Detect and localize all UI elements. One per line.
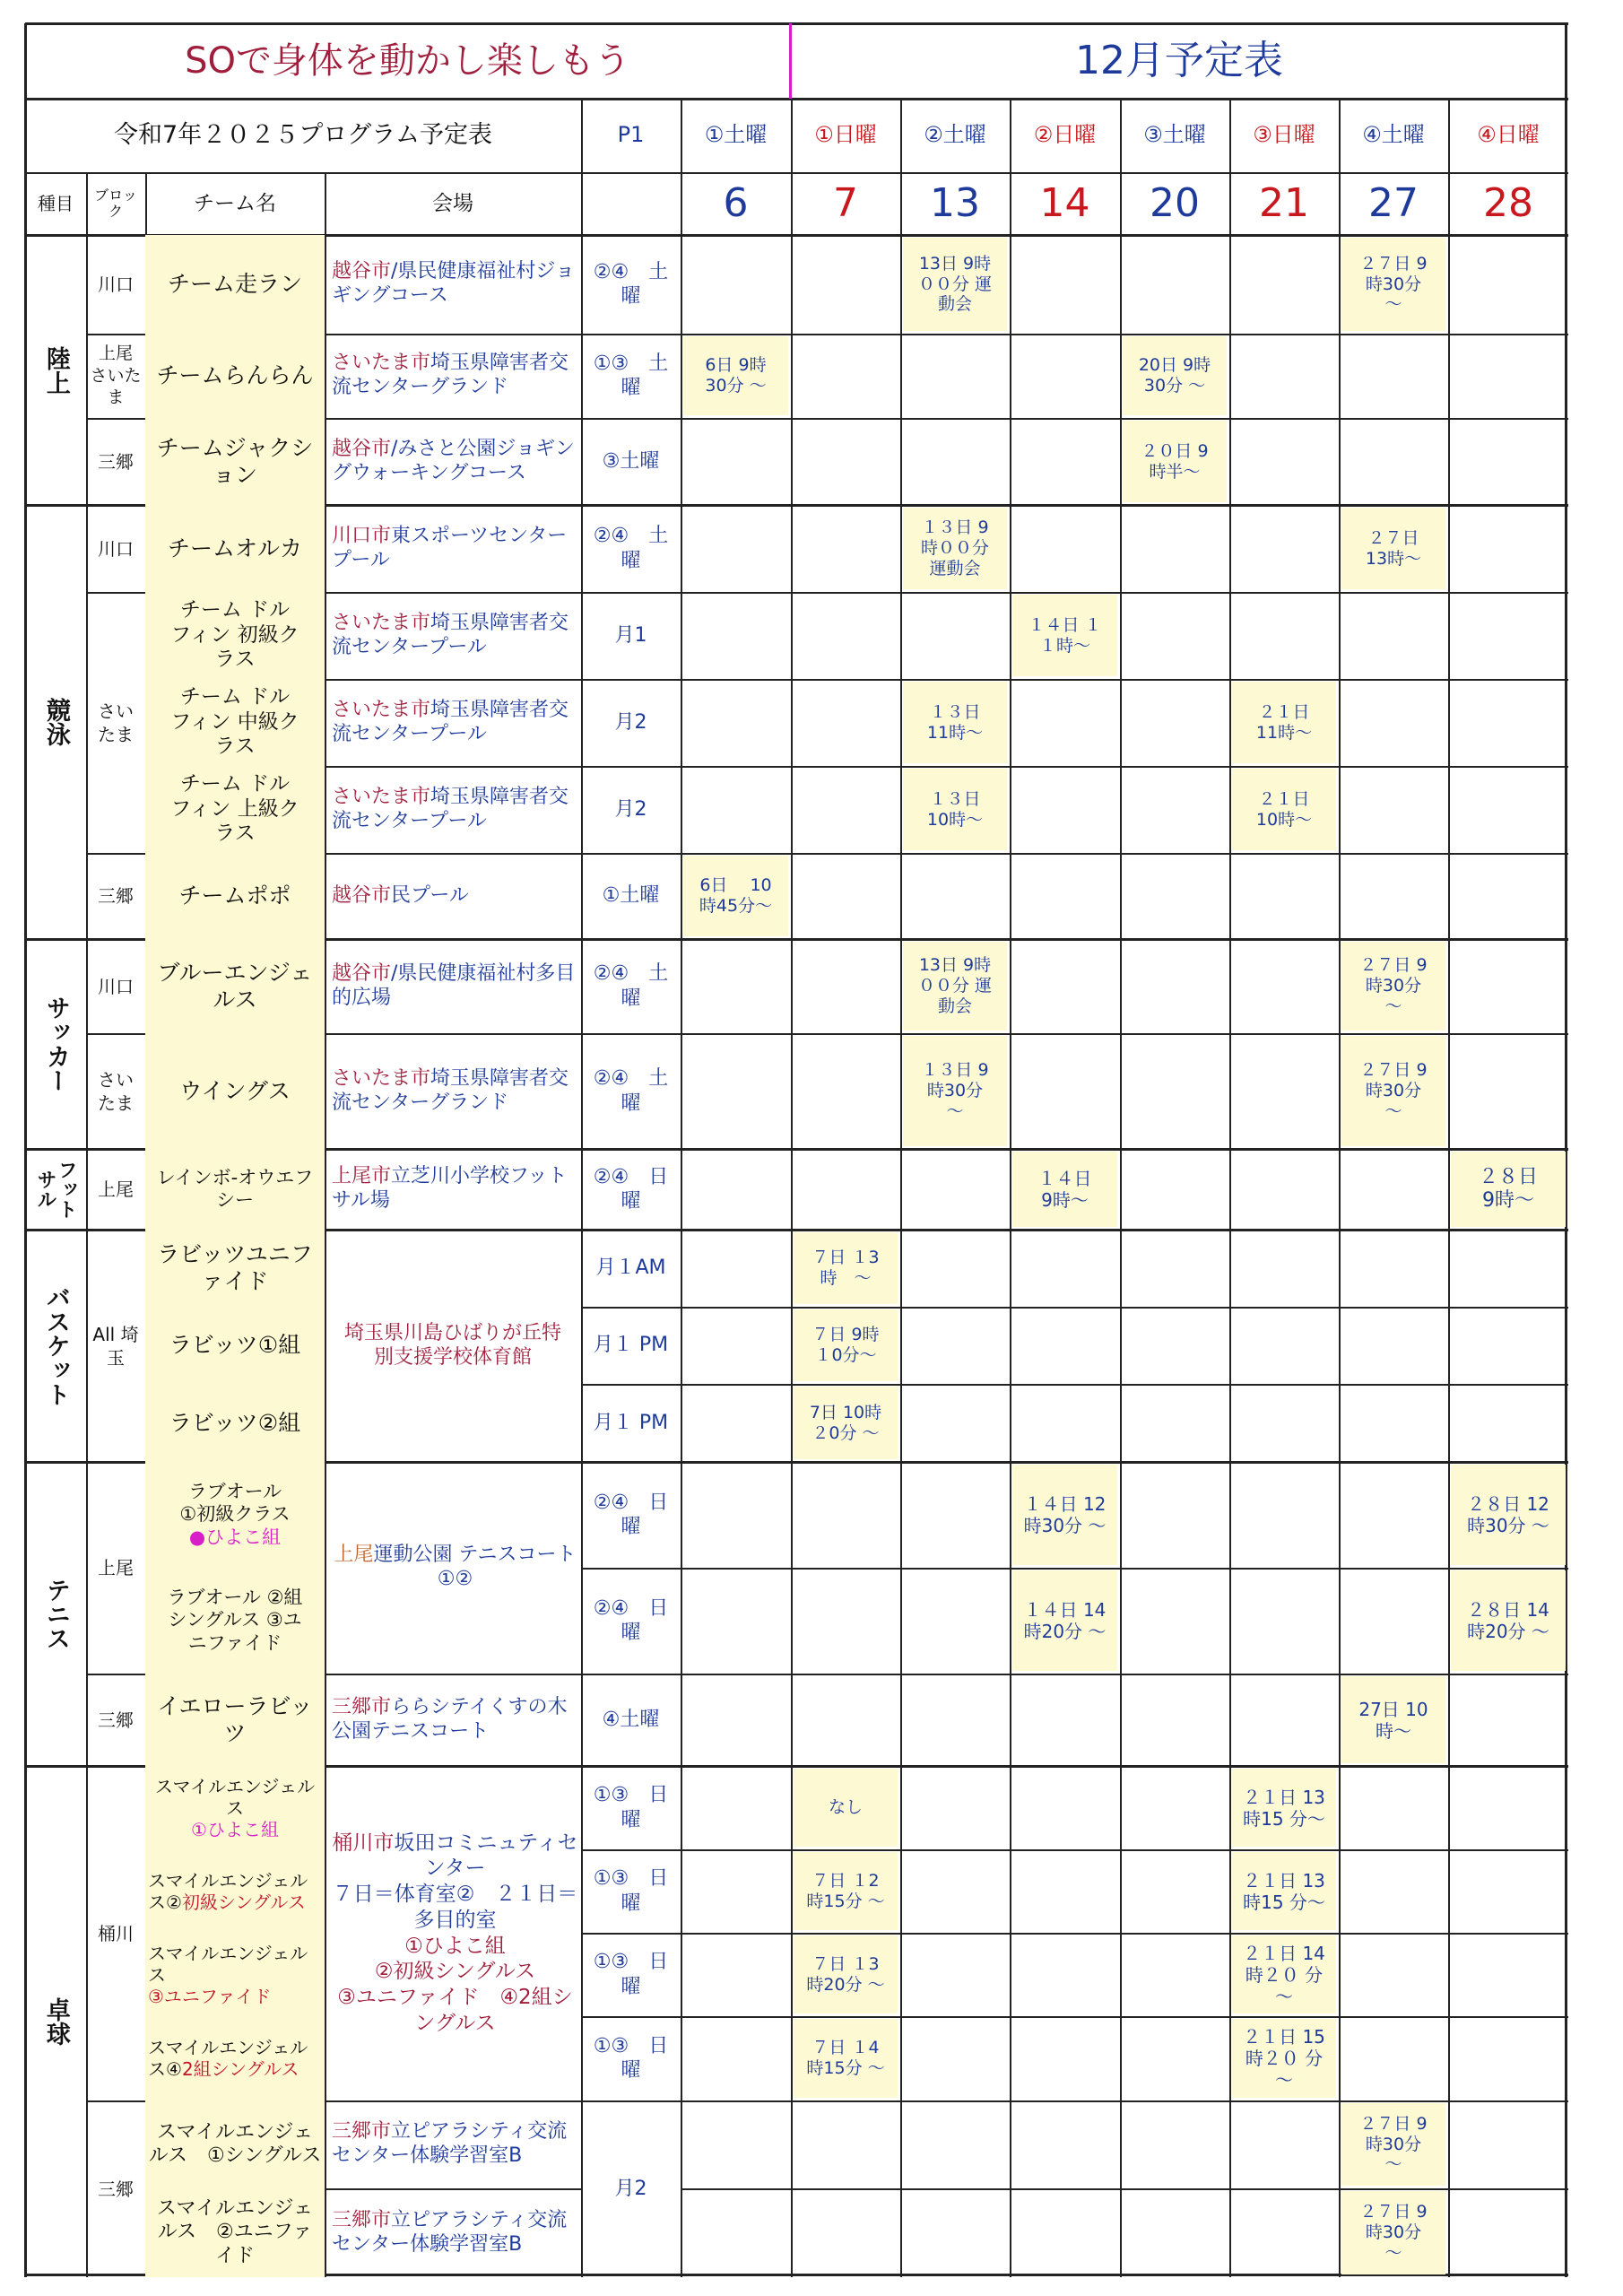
col-header-team: チーム名 bbox=[194, 191, 276, 215]
team-cell: チーム ドルフィン 中級クラス bbox=[145, 679, 325, 766]
venue-cell: さいたま市埼玉県障害者交流センタープール bbox=[332, 785, 569, 832]
schedule-entry: ２１日 13時15 分～ bbox=[1232, 1852, 1336, 1930]
team-line: スマイルエンジェルス bbox=[154, 1775, 316, 1819]
schedule-entry: ７日 １4時15分 ～ bbox=[794, 2019, 898, 2098]
block-misato: 三郷 bbox=[98, 885, 134, 907]
p1-cell: ①③ 日曜 bbox=[593, 1867, 669, 1915]
team-cell: ラビッツ①組 bbox=[145, 1307, 325, 1384]
schedule-entry: ７日 １2時15分 ～ bbox=[794, 1852, 898, 1930]
team-cell: ウイングス bbox=[145, 1033, 325, 1149]
grid-line bbox=[1229, 99, 1231, 2277]
sport-swimming: 競泳 bbox=[41, 698, 70, 746]
team-cell bbox=[145, 1766, 325, 1849]
schedule-entry: 20日 9時30分 ～ bbox=[1123, 336, 1227, 415]
venue-cell: 埼玉県川島ひばりが丘特別支援学校体育館 bbox=[343, 1321, 561, 1369]
venue-line: ７日＝体育室② ２１日＝多目的室 bbox=[332, 1883, 578, 1932]
team-cell: チームオルカ bbox=[145, 505, 325, 592]
team-line: ③ユニファイド bbox=[148, 1985, 272, 2007]
schedule-entry: ２７日 9時30分 ～ bbox=[1341, 942, 1445, 1031]
venue-cell: さいたま市埼玉県障害者交流センタープール bbox=[332, 611, 569, 658]
grid-line bbox=[791, 99, 793, 2277]
p1-cell: ①③ 日曜 bbox=[593, 2034, 669, 2082]
p1-cell: ②④ 土曜 bbox=[593, 260, 669, 308]
team-cell bbox=[145, 1462, 325, 1568]
p1-cell: 月2 bbox=[614, 2177, 647, 2200]
schedule-entry: なし bbox=[794, 1769, 898, 1847]
col-header-sport: 種目 bbox=[38, 192, 74, 214]
p1-cell: 月2 bbox=[614, 710, 647, 734]
p1-cell: ③土曜 bbox=[602, 449, 660, 473]
grid-line bbox=[1120, 99, 1122, 2277]
grid-line bbox=[581, 1568, 1568, 1570]
team-cell bbox=[145, 2016, 325, 2100]
sport-tennis: テニス bbox=[41, 1578, 70, 1650]
grid-line bbox=[581, 1384, 1568, 1386]
schedule-entry: 27日 10時～ bbox=[1341, 1676, 1445, 1763]
team-line: スマイルエンジェルス bbox=[148, 1942, 308, 1986]
schedule-entry: ２７日 9時30分 ～ bbox=[1341, 238, 1445, 331]
team-line: ①初級クラス bbox=[179, 1503, 291, 1526]
team-cell: チームポポ bbox=[145, 853, 325, 939]
p1-cell: ①土曜 bbox=[602, 884, 660, 908]
schedule-entry: 7日 10時２0分 ～ bbox=[794, 1387, 898, 1459]
day-header-1: ①土曜 bbox=[704, 122, 768, 148]
block-misato: 三郷 bbox=[98, 1709, 134, 1731]
block-all-saitama: All 埼玉 bbox=[92, 1323, 139, 1369]
date-27: 27 bbox=[1368, 179, 1419, 226]
sport-soccer: サッカー bbox=[41, 996, 70, 1092]
venue-line: 桶川市坂田コミニュティセンター bbox=[332, 1831, 578, 1881]
grid-line bbox=[1448, 99, 1450, 2277]
venue-cell: 上尾運動公園 テニスコート①② bbox=[334, 1544, 577, 1590]
grid-line bbox=[1339, 99, 1341, 2277]
p1-cell: ②④ 土曜 bbox=[593, 525, 669, 572]
team-line: ①ひよこ組 bbox=[191, 1818, 279, 1840]
day-header-2: ①日曜 bbox=[814, 122, 877, 148]
day-header-3: ②土曜 bbox=[924, 122, 986, 148]
date-21: 21 bbox=[1259, 179, 1309, 226]
team-cell: チームジャクション bbox=[145, 418, 325, 505]
team-cell: ブルーエンジェルス bbox=[145, 939, 325, 1033]
grid-line bbox=[581, 1933, 1568, 1935]
schedule-entry: ２１日 15時２０ 分～ bbox=[1232, 2019, 1336, 2098]
team-cell: ラビッツ②組 bbox=[145, 1384, 325, 1462]
schedule-entry: ７日 9時１0分～ bbox=[794, 1309, 898, 1381]
grid-line bbox=[681, 2188, 1568, 2190]
grid-line bbox=[1010, 99, 1011, 2277]
team-cell: チームらんらん bbox=[145, 334, 325, 418]
schedule-entry: １３日 9時30分 ～ bbox=[903, 1036, 1007, 1146]
p1-cell: ②④ 土曜 bbox=[593, 1067, 669, 1115]
venue-line: ①ひよこ組 bbox=[404, 1934, 506, 1958]
team-cell: スマイルエンジェルス ①シングルス bbox=[145, 2100, 325, 2188]
program-title: 令和7年２０２５プログラム予定表 bbox=[114, 121, 492, 150]
venue-cell: 三郷市ららシテイくすの木公園テニスコート bbox=[332, 1695, 568, 1743]
block-ageo: 上尾 bbox=[98, 1557, 134, 1578]
grid-line bbox=[900, 99, 902, 2277]
date-14: 14 bbox=[1039, 179, 1090, 226]
sport-table-tennis: 卓球 bbox=[41, 1997, 70, 2046]
venue-cell: 川口市東スポーツセンタープール bbox=[332, 524, 568, 571]
schedule-entry: 13日 9時００分 運動会 bbox=[903, 942, 1007, 1031]
p1-cell: 月2 bbox=[614, 797, 647, 821]
venue-cell: 越谷市/県民健康福祉村多目的広場 bbox=[332, 961, 576, 1009]
schedule-entry: ２８日 12時30分 ～ bbox=[1451, 1465, 1566, 1565]
p1-cell: ②④ 日曜 bbox=[593, 1165, 669, 1213]
day-header-5: ③土曜 bbox=[1143, 122, 1206, 148]
team-cell: レインボ-オウエフシー bbox=[145, 1149, 325, 1230]
grid-line bbox=[581, 1849, 1568, 1851]
p1-cell: ①③ 日曜 bbox=[593, 1951, 669, 1998]
team-cell: ラビッツユニファイド bbox=[145, 1230, 325, 1307]
team-cell: イエローラビッツ bbox=[145, 1674, 325, 1766]
date-6: 6 bbox=[723, 179, 749, 226]
team-cell: スマイルエンジェルス ②ユニファイド bbox=[145, 2188, 325, 2277]
p1-cell: ②④ 日曜 bbox=[593, 1596, 669, 1644]
p1-cell: ①③ 土曜 bbox=[593, 352, 669, 399]
venue-cell: 三郷市立ピアラシティ交流センター体験学習室B bbox=[332, 2208, 568, 2256]
venue-line: ②初級シングルス bbox=[374, 1960, 536, 1984]
sport-futsal: フットサル bbox=[34, 1160, 78, 1219]
day-header-4: ②日曜 bbox=[1033, 122, 1097, 148]
block-kawaguchi: 川口 bbox=[98, 975, 134, 997]
p1-cell: ②④ 日曜 bbox=[593, 1491, 669, 1538]
month-title: 12月予定表 bbox=[1075, 37, 1283, 83]
block-misato: 三郷 bbox=[98, 450, 134, 473]
grid-line bbox=[681, 99, 682, 2277]
date-28: 28 bbox=[1483, 179, 1533, 226]
schedule-entry: ２７日 9時30分 ～ bbox=[1341, 2103, 1445, 2186]
main-title: SOで身体を動かし楽しもう bbox=[185, 40, 630, 82]
team-line: ラブオール bbox=[187, 1481, 282, 1503]
team-line: スマイルエンジェルス④2組シングルス bbox=[148, 2037, 308, 2080]
day-header-8: ④日曜 bbox=[1477, 122, 1540, 148]
col-header-block: ブロック bbox=[94, 186, 137, 220]
venue-cell: 越谷市民プール bbox=[332, 883, 469, 907]
date-7: 7 bbox=[833, 179, 858, 226]
block-saitama: さい たま bbox=[98, 700, 134, 745]
team-line: スマイルエンジェルス②初級シングルス bbox=[148, 1869, 308, 1913]
venue-cell bbox=[325, 1766, 581, 2100]
p1-header: P1 bbox=[617, 122, 645, 148]
block-ageo-saitama: 上尾 さいたま bbox=[90, 343, 142, 408]
schedule-entry: ２０日 9時半～ bbox=[1123, 421, 1227, 502]
block-kawaguchi: 川口 bbox=[98, 274, 134, 295]
date-13: 13 bbox=[930, 179, 980, 226]
grid-line bbox=[581, 2016, 1568, 2018]
schedule-entry: ２１日 14時２０ 分～ bbox=[1232, 1935, 1336, 2013]
schedule-entry: １４日 １１時～ bbox=[1012, 595, 1117, 676]
schedule-entry: １４日 14時20分 ～ bbox=[1012, 1570, 1117, 1671]
team-cell: ラブオール ②組シングルス ③ユニファイド bbox=[145, 1568, 325, 1674]
team-cell: チーム ドルフィン 上級クラス bbox=[145, 766, 325, 853]
day-header-6: ③日曜 bbox=[1253, 122, 1315, 148]
schedule-entry: ２８日 14時20分 ～ bbox=[1451, 1570, 1566, 1671]
p1-cell: 月１AM bbox=[595, 1257, 666, 1280]
schedule-entry: ２１日 11時～ bbox=[1232, 682, 1336, 763]
p1-cell: 月１ PM bbox=[593, 1411, 669, 1434]
block-saitama: さい たま bbox=[98, 1068, 134, 1114]
venue-cell: 上尾市立芝川小学校フットサル場 bbox=[332, 1165, 568, 1212]
venue-cell: さいたま市埼玉県障害者交流センターグランド bbox=[332, 1066, 569, 1114]
venue-cell: 越谷市/県民健康福祉村ジョギングコース bbox=[332, 260, 575, 307]
block-misato: 三郷 bbox=[98, 2178, 134, 2200]
block-kawaguchi: 川口 bbox=[98, 537, 134, 560]
sport-athletics: 陸上 bbox=[41, 345, 70, 395]
team-cell bbox=[145, 1849, 325, 1933]
block-ageo: 上尾 bbox=[98, 1178, 134, 1200]
p1-cell: 月1 bbox=[614, 623, 647, 647]
schedule-entry: ２１日 13時15 分～ bbox=[1232, 1769, 1336, 1847]
schedule-entry: ２７日 13時～ bbox=[1341, 508, 1445, 589]
team-line: ●ひよこ組 bbox=[188, 1526, 282, 1548]
sport-basketball: バスケット bbox=[41, 1285, 70, 1406]
schedule-entry: ２１日 10時～ bbox=[1232, 769, 1336, 850]
schedule-entry: １３日 10時～ bbox=[903, 769, 1007, 850]
venue-cell: さいたま市埼玉県障害者交流センターグランド bbox=[332, 352, 569, 398]
schedule-entry: 6日 10 時45分～ bbox=[683, 856, 788, 936]
schedule-entry: ２７日 9時30分 ～ bbox=[1341, 2191, 1445, 2274]
schedule-entry: ２７日 9時30分 ～ bbox=[1341, 1036, 1445, 1146]
p1-cell: ②④ 土曜 bbox=[593, 962, 669, 1010]
schedule-entry: １４日 12時30分 ～ bbox=[1012, 1465, 1117, 1565]
p1-cell: ④土曜 bbox=[602, 1708, 660, 1731]
schedule-entry: 13日 9時００分 運動会 bbox=[903, 238, 1007, 331]
schedule-entry: １３日 9時００分 運動会 bbox=[903, 508, 1007, 589]
team-cell bbox=[145, 1933, 325, 2016]
schedule-entry: １３日 11時～ bbox=[903, 682, 1007, 763]
venue-cell: 三郷市立ピアラシティ交流センター体験学習室B bbox=[332, 2120, 568, 2167]
venue-line: ③ユニファイド ④2組シングルス bbox=[337, 1986, 573, 2035]
p1-cell: 月１ PM bbox=[593, 1334, 669, 1357]
schedule-entry: １４日 9時～ bbox=[1012, 1152, 1117, 1227]
schedule-entry: ７日 １3時 ～ bbox=[794, 1232, 898, 1304]
team-cell: チーム走ラン bbox=[145, 235, 325, 334]
schedule-entry: 6日 9時30分 ～ bbox=[683, 336, 788, 415]
day-header-7: ④土曜 bbox=[1362, 122, 1425, 148]
venue-cell: さいたま市埼玉県障害者交流センタープール bbox=[332, 698, 569, 745]
grid-line bbox=[581, 1307, 1568, 1309]
team-cell: チーム ドルフィン 初級クラス bbox=[145, 592, 325, 679]
date-20: 20 bbox=[1150, 179, 1200, 226]
schedule-entry: ７日 １3時20分 ～ bbox=[794, 1935, 898, 2013]
schedule-entry: ２８日 9時～ bbox=[1451, 1152, 1566, 1227]
venue-cell: 越谷市/みさと公園ジョギングウォーキングコース bbox=[332, 437, 575, 484]
col-header-venue: 会場 bbox=[432, 191, 473, 215]
block-okegawa: 桶川 bbox=[98, 1922, 134, 1944]
p1-cell: ①③ 日曜 bbox=[593, 1784, 669, 1831]
